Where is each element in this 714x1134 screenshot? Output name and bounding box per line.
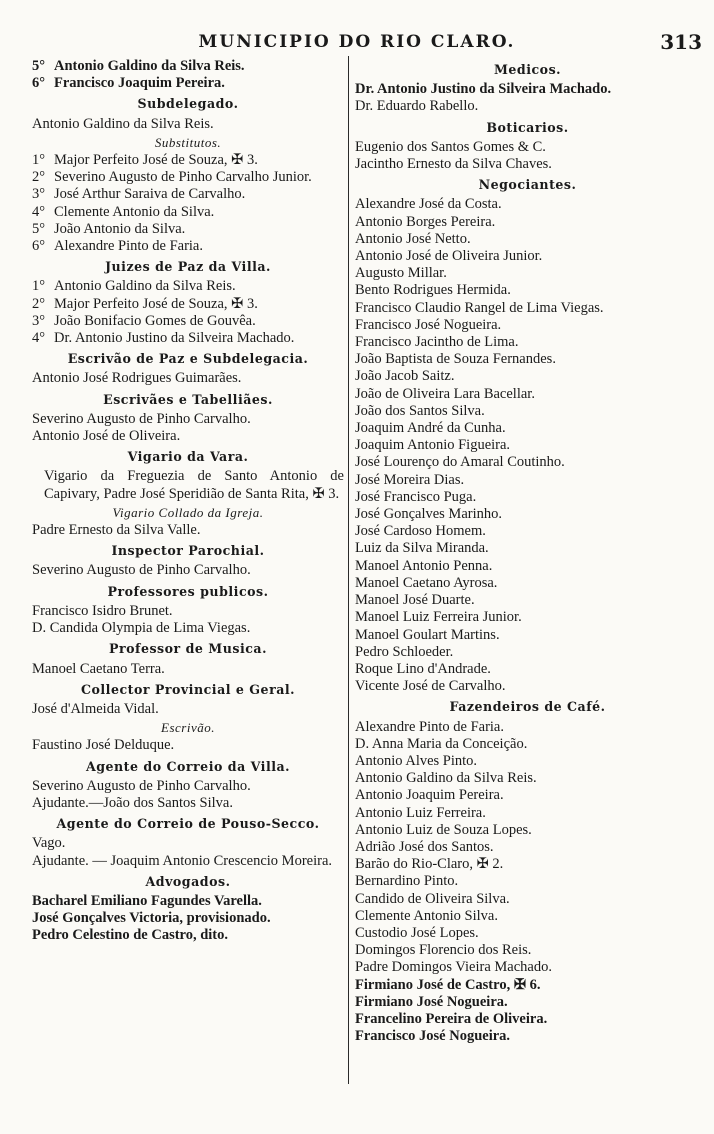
list-item: João Baptista de Souza Fernandes. — [355, 351, 556, 368]
subheading-vigario-collado: Vigario Collado da Igreja. — [112, 504, 264, 520]
list-item: 1° Major Perfeito José de Souza, ✠ 3. — [32, 152, 258, 169]
list-item: Domingos Florencio dos Reis. — [355, 942, 532, 959]
list-item: Joaquim Antonio Figueira. — [355, 437, 511, 454]
section-heading-collector: Collector Provincial e Geral. — [80, 681, 296, 697]
vigario-text: Vigario da Freguezia de Santo Antonio de Capivary, Padre José Speridião de Santa Rita, ✠ 3. — [44, 468, 344, 502]
list-item: 4° Dr. Antonio Justino da Silveira Machado. — [32, 330, 295, 347]
list-item: Ajudante.—João dos Santos Silva. — [32, 794, 233, 811]
list-item: 2° Major Perfeito José de Souza, ✠ 3. — [32, 295, 258, 312]
list-item: João de Oliveira Lara Bacellar. — [355, 385, 535, 402]
list-item: Firmiano José Nogueira. — [355, 993, 508, 1010]
fazendeiros-list — [355, 719, 700, 1046]
list-item: José Moreira Dias. — [355, 471, 465, 488]
list-item: Alexandre Pinto de Faria. — [355, 718, 504, 735]
list-item: Bernardino Pinto. — [355, 873, 459, 890]
list-item: Antonio Joaquim Pereira. — [355, 787, 504, 804]
page-header — [0, 30, 714, 56]
section-heading-subdelegado: Subdelegado. — [137, 96, 239, 112]
list-item: Pedro Schloeder. — [355, 643, 454, 660]
list-item: Antonio Luiz de Souza Lopes. — [355, 821, 532, 838]
list-item: 5° Antonio Galdino da Silva Reis. — [32, 58, 245, 74]
list-item: Manoel Caetano Terra. — [32, 660, 165, 677]
list-item: Candido de Oliveira Silva. — [355, 890, 510, 907]
list-item: José d'Almeida Vidal. — [32, 700, 159, 717]
list-item: 2° Severino Augusto de Pinho Carvalho Junior. — [32, 169, 312, 186]
list-item: Francisco José Nogueira. — [355, 1028, 511, 1045]
list-item: José Gonçalves Victoria, provisionado. — [32, 910, 271, 927]
list-item: Manoel Luiz Ferreira Junior. — [355, 609, 522, 626]
list-item: Dr. Antonio Justino da Silveira Machado. — [355, 81, 612, 98]
list-item: Vicente José de Carvalho. — [355, 678, 506, 695]
page-number: 313 — [660, 30, 702, 54]
list-item: Custodio José Lopes. — [355, 924, 479, 941]
list-item: 6° Francisco Joaquim Pereira. — [32, 75, 225, 92]
list-item: Adrião José dos Santos. — [355, 838, 494, 855]
list-item: Barão do Rio-Claro, ✠ 2. — [355, 856, 504, 873]
section-heading-medicos: Medicos. — [493, 62, 562, 77]
list-item: Antonio Borges Pereira. — [355, 213, 496, 230]
list-item: Joaquim André da Cunha. — [355, 420, 506, 437]
list-item: Antonio José Rodrigues Guimarães. — [32, 370, 242, 387]
section-heading-boticarios: Boticarios. — [486, 119, 569, 135]
list-item: João dos Santos Silva. — [355, 402, 485, 419]
list-item: José Cardoso Homem. — [355, 523, 486, 540]
list-item: Bento Rodrigues Hermida. — [355, 282, 511, 299]
section-heading-juizes: Juizes de Paz da Villa. — [105, 259, 271, 275]
list-item: Vago. — [32, 835, 66, 852]
list-item: Dr. Eduardo Rabello. — [355, 98, 479, 115]
subdelegado-name: Antonio Galdino da Silva Reis. — [32, 115, 214, 132]
right-column — [355, 58, 700, 1045]
list-item: Francisco Jacintho de Lima. — [355, 334, 519, 351]
list-item: José Gonçalves Marinho. — [355, 506, 502, 523]
section-heading-negociantes: Negociantes. — [478, 177, 577, 193]
list-item: Manoel Goulart Martins. — [355, 626, 500, 643]
list-item: Jacintho Ernesto da Silva Chaves. — [355, 156, 552, 173]
list-item: Faustino José Delduque. — [32, 737, 175, 754]
list-item: Francisco José Nogueira. — [355, 316, 502, 333]
list-item: Francelino Pereira de Oliveira. — [355, 1010, 548, 1027]
section-heading-fazendeiros: Fazendeiros de Café. — [449, 699, 606, 715]
page-title: MUNICIPIO DO RIO CLARO. — [198, 32, 516, 52]
list-item: Bacharel Emiliano Fagundes Varella. — [32, 892, 262, 909]
section-heading-vigario: Vigario da Vara. — [127, 449, 249, 465]
list-item: Francisco Isidro Brunet. — [32, 602, 173, 619]
list-item: Clemente Antonio Silva. — [355, 907, 498, 924]
list-item: Roque Lino d'Andrade. — [355, 660, 491, 677]
list-item: Pedro Celestino de Castro, dito. — [32, 927, 229, 944]
list-item: Augusto Millar. — [355, 265, 447, 282]
list-item: 3° João Bonifacio Gomes de Gouvêa. — [32, 312, 256, 329]
list-item: Severino Augusto de Pinho Carvalho. — [32, 777, 251, 794]
list-item: Ajudante. — Joaquim Antonio Crescencio Moreira. — [32, 852, 333, 869]
list-item: 1° Antonio Galdino da Silva Reis. — [32, 278, 236, 295]
list-item: Antonio Alves Pinto. — [355, 752, 478, 769]
section-heading-advogados: Advogados. — [145, 873, 231, 889]
list-item: José Lourenço do Amaral Coutinho. — [355, 454, 565, 471]
list-item: Antonio José de Oliveira. — [32, 428, 181, 445]
list-item: Padre Ernesto da Silva Valle. — [32, 522, 201, 539]
list-item: Severino Augusto de Pinho Carvalho. — [32, 410, 251, 427]
section-heading-agente-villa: Agente do Correio da Villa. — [85, 758, 291, 774]
subheading-substitutos: Substitutos. — [154, 134, 222, 150]
list-item: Antonio José de Oliveira Junior. — [355, 248, 543, 265]
section-heading-professores: Professores publicos. — [107, 583, 269, 599]
list-item: 3° José Arthur Saraiva de Carvalho. — [32, 186, 246, 203]
list-item: Antonio José Netto. — [355, 230, 471, 247]
section-heading-escrivao-paz: Escrivão de Paz e Subdelegacia. — [67, 351, 309, 367]
list-item: 5° João Antonio da Silva. — [32, 220, 186, 237]
subheading-escrivao: Escrivão. — [161, 720, 215, 736]
list-item: João Jacob Saitz. — [355, 368, 455, 385]
list-item: Luiz da Silva Miranda. — [355, 540, 489, 557]
list-item: D. Anna Maria da Conceição. — [355, 735, 528, 752]
negociantes-list — [355, 196, 700, 695]
list-item: D. Candida Olympia de Lima Viegas. — [32, 620, 251, 637]
list-item: Francisco Claudio Rangel de Lima Viegas. — [355, 299, 604, 316]
list-item: 4° Clemente Antonio da Silva. — [32, 203, 215, 220]
list-item: Antonio Galdino da Silva Reis. — [355, 770, 537, 787]
list-item: Manoel Caetano Ayrosa. — [355, 574, 498, 591]
left-column — [32, 58, 344, 945]
list-item: José Francisco Puga. — [355, 488, 477, 505]
list-item: Firmiano José de Castro, ✠ 6. — [355, 976, 541, 993]
list-item: Alexandre José da Costa. — [355, 196, 502, 213]
list-item: Antonio Luiz Ferreira. — [355, 804, 486, 821]
list-item: Padre Domingos Vieira Machado. — [355, 959, 552, 976]
section-heading-professor-musica: Professor de Musica. — [109, 641, 267, 657]
list-item: Manoel José Duarte. — [355, 592, 475, 609]
section-heading-agente-pouso: Agente do Correio de Pouso-Secco. — [56, 816, 320, 832]
section-heading-inspector: Inspector Parochial. — [111, 543, 265, 559]
list-item: Eugenio dos Santos Gomes & C. — [355, 138, 546, 155]
list-item: Manoel Antonio Penna. — [355, 557, 493, 574]
section-heading-escrivaes: Escrivães e Tabelliães. — [103, 391, 273, 407]
column-divider — [348, 56, 349, 1084]
list-item: 6° Alexandre Pinto de Faria. — [32, 238, 203, 255]
list-item: Severino Augusto de Pinho Carvalho. — [32, 562, 251, 579]
